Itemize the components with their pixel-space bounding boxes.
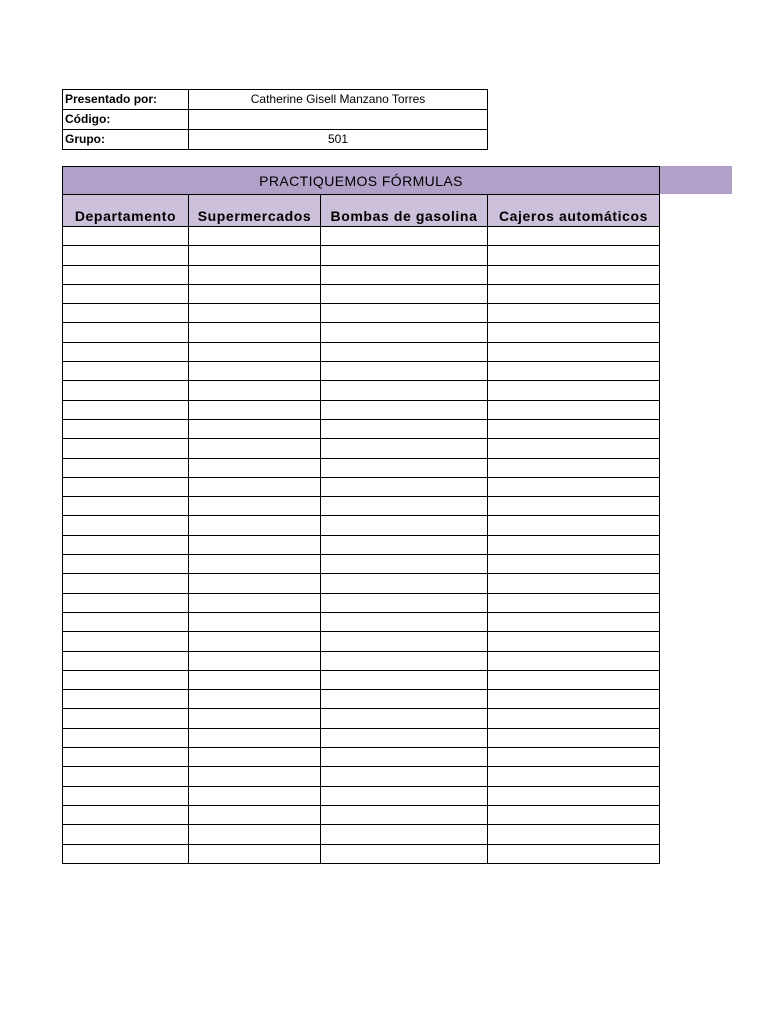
table-row xyxy=(63,265,660,284)
table-cell[interactable] xyxy=(488,458,660,477)
column-header-cajeros: Cajeros automáticos xyxy=(488,195,660,227)
table-cell[interactable] xyxy=(488,844,660,863)
table-row xyxy=(63,477,660,496)
table-cell[interactable] xyxy=(63,844,189,863)
table-cell[interactable] xyxy=(189,227,321,246)
table-cell[interactable] xyxy=(189,825,321,844)
table-cell[interactable] xyxy=(488,555,660,574)
table-cell[interactable] xyxy=(63,477,189,496)
table-cell[interactable] xyxy=(63,227,189,246)
table-cell[interactable] xyxy=(63,304,189,323)
table-cell[interactable] xyxy=(63,825,189,844)
table-cell[interactable] xyxy=(189,516,321,535)
table-cell[interactable] xyxy=(189,728,321,747)
table-cell[interactable] xyxy=(63,690,189,709)
table-row xyxy=(63,284,660,303)
table-cell[interactable] xyxy=(189,497,321,516)
table-cell[interactable] xyxy=(63,342,189,361)
table-cell[interactable] xyxy=(488,574,660,593)
table-body xyxy=(63,227,660,864)
table-cell[interactable] xyxy=(488,284,660,303)
table-cell[interactable] xyxy=(488,323,660,342)
table-row xyxy=(63,362,660,381)
group-label: Grupo: xyxy=(63,130,189,150)
table-cell[interactable] xyxy=(321,612,488,631)
table-cell[interactable] xyxy=(321,516,488,535)
table-row xyxy=(63,709,660,728)
table-cell[interactable] xyxy=(488,670,660,689)
table-cell[interactable] xyxy=(189,574,321,593)
table-cell[interactable] xyxy=(189,709,321,728)
table-row xyxy=(63,497,660,516)
table-cell[interactable] xyxy=(488,304,660,323)
table-cell[interactable] xyxy=(321,555,488,574)
table-cell[interactable] xyxy=(488,632,660,651)
table-cell[interactable] xyxy=(321,323,488,342)
table-cell[interactable] xyxy=(189,767,321,786)
table-cell[interactable] xyxy=(488,246,660,265)
table-cell[interactable] xyxy=(488,400,660,419)
table-row xyxy=(63,419,660,438)
table-cell[interactable] xyxy=(321,265,488,284)
table-row xyxy=(63,458,660,477)
table-row xyxy=(63,342,660,361)
table-cell[interactable] xyxy=(488,497,660,516)
table-cell[interactable] xyxy=(488,651,660,670)
table-cell[interactable] xyxy=(321,439,488,458)
table-cell[interactable] xyxy=(488,786,660,805)
table-cell[interactable] xyxy=(189,805,321,824)
table-cell[interactable] xyxy=(63,323,189,342)
table-cell[interactable] xyxy=(189,477,321,496)
table-row xyxy=(63,246,660,265)
table-row xyxy=(63,323,660,342)
table-cell[interactable] xyxy=(63,362,189,381)
table-cell[interactable] xyxy=(321,535,488,554)
table-cell[interactable] xyxy=(321,651,488,670)
table-row xyxy=(63,535,660,554)
table-cell[interactable] xyxy=(488,748,660,767)
table-cell[interactable] xyxy=(189,593,321,612)
table-row xyxy=(63,670,660,689)
info-row-presenter xyxy=(63,90,488,110)
table-cell[interactable] xyxy=(189,265,321,284)
table-cell[interactable] xyxy=(63,535,189,554)
table-row xyxy=(63,574,660,593)
column-header-supermercados: Supermercados xyxy=(189,195,321,227)
table-cell[interactable] xyxy=(321,690,488,709)
table-cell[interactable] xyxy=(488,709,660,728)
table-row xyxy=(63,400,660,419)
table-cell[interactable] xyxy=(321,728,488,747)
table-cell[interactable] xyxy=(488,805,660,824)
table-row xyxy=(63,632,660,651)
table-cell[interactable] xyxy=(63,439,189,458)
table-cell[interactable] xyxy=(488,419,660,438)
table-cell[interactable] xyxy=(63,458,189,477)
table-cell[interactable] xyxy=(189,400,321,419)
info-row-group xyxy=(63,130,488,150)
table-row xyxy=(63,786,660,805)
table-row xyxy=(63,439,660,458)
table-title: PRACTIQUEMOS FÓRMULAS xyxy=(63,167,660,195)
table-cell[interactable] xyxy=(189,304,321,323)
table-cell[interactable] xyxy=(321,805,488,824)
info-table xyxy=(62,89,488,150)
table-cell[interactable] xyxy=(488,362,660,381)
table-cell[interactable] xyxy=(488,265,660,284)
table-cell[interactable] xyxy=(488,593,660,612)
presenter-value[interactable]: Catherine Gisell Manzano Torres xyxy=(189,90,488,110)
table-cell[interactable] xyxy=(189,458,321,477)
table-cell[interactable] xyxy=(63,748,189,767)
table-cell[interactable] xyxy=(63,246,189,265)
table-cell[interactable] xyxy=(63,612,189,631)
table-cell[interactable] xyxy=(321,419,488,438)
table-cell[interactable] xyxy=(321,227,488,246)
table-cell[interactable] xyxy=(189,246,321,265)
table-row xyxy=(63,728,660,747)
table-cell[interactable] xyxy=(321,381,488,400)
table-row xyxy=(63,825,660,844)
table-cell[interactable] xyxy=(63,805,189,824)
table-cell[interactable] xyxy=(189,323,321,342)
table-row xyxy=(63,593,660,612)
column-header-bombas: Bombas de gasolina xyxy=(321,195,488,227)
table-cell[interactable] xyxy=(488,477,660,496)
table-cell[interactable] xyxy=(321,284,488,303)
table-cell[interactable] xyxy=(488,227,660,246)
table-row xyxy=(63,381,660,400)
table-cell[interactable] xyxy=(321,709,488,728)
table-cell[interactable] xyxy=(189,439,321,458)
table-cell[interactable] xyxy=(321,786,488,805)
table-cell[interactable] xyxy=(63,670,189,689)
table-cell[interactable] xyxy=(321,400,488,419)
code-label: Código: xyxy=(63,110,189,130)
table-cell[interactable] xyxy=(321,304,488,323)
table-cell[interactable] xyxy=(321,844,488,863)
table-cell[interactable] xyxy=(63,593,189,612)
table-cell[interactable] xyxy=(321,362,488,381)
table-cell[interactable] xyxy=(63,284,189,303)
table-cell[interactable] xyxy=(321,477,488,496)
table-cell[interactable] xyxy=(321,632,488,651)
table-cell[interactable] xyxy=(321,593,488,612)
table-cell[interactable] xyxy=(63,709,189,728)
table-cell[interactable] xyxy=(63,786,189,805)
table-cell[interactable] xyxy=(189,419,321,438)
table-cell[interactable] xyxy=(189,632,321,651)
table-cell[interactable] xyxy=(189,362,321,381)
table-cell[interactable] xyxy=(321,574,488,593)
table-cell[interactable] xyxy=(189,748,321,767)
table-cell[interactable] xyxy=(189,690,321,709)
table-row xyxy=(63,805,660,824)
table-cell[interactable] xyxy=(488,690,660,709)
table-cell[interactable] xyxy=(63,574,189,593)
table-row xyxy=(63,304,660,323)
table-cell[interactable] xyxy=(488,439,660,458)
table-cell[interactable] xyxy=(321,670,488,689)
table-cell[interactable] xyxy=(488,535,660,554)
table-cell[interactable] xyxy=(321,497,488,516)
table-cell[interactable] xyxy=(488,342,660,361)
table-cell[interactable] xyxy=(63,265,189,284)
table-cell[interactable] xyxy=(488,825,660,844)
table-cell[interactable] xyxy=(63,400,189,419)
table-cell[interactable] xyxy=(488,381,660,400)
table-cell[interactable] xyxy=(321,246,488,265)
table-cell[interactable] xyxy=(63,632,189,651)
table-cell[interactable] xyxy=(63,767,189,786)
table-cell[interactable] xyxy=(488,728,660,747)
table-cell[interactable] xyxy=(189,670,321,689)
table-cell[interactable] xyxy=(63,497,189,516)
table-row xyxy=(63,844,660,863)
table-cell[interactable] xyxy=(189,342,321,361)
table-cell[interactable] xyxy=(321,767,488,786)
table-cell[interactable] xyxy=(321,748,488,767)
table-cell[interactable] xyxy=(189,844,321,863)
info-row-code xyxy=(63,110,488,130)
table-cell[interactable] xyxy=(189,284,321,303)
table-cell[interactable] xyxy=(189,612,321,631)
table-cell[interactable] xyxy=(488,767,660,786)
table-cell[interactable] xyxy=(63,419,189,438)
table-cell[interactable] xyxy=(189,555,321,574)
formulas-table xyxy=(62,166,660,864)
table-cell[interactable] xyxy=(488,516,660,535)
table-cell[interactable] xyxy=(321,342,488,361)
table-row xyxy=(63,612,660,631)
table-cell[interactable] xyxy=(189,535,321,554)
column-header-departamento: Departamento xyxy=(63,195,189,227)
table-cell[interactable] xyxy=(63,728,189,747)
code-value[interactable] xyxy=(189,110,488,130)
table-cell[interactable] xyxy=(321,458,488,477)
table-cell[interactable] xyxy=(321,825,488,844)
table-cell[interactable] xyxy=(488,612,660,631)
table-cell[interactable] xyxy=(189,786,321,805)
table-row xyxy=(63,651,660,670)
group-value[interactable]: 501 xyxy=(189,130,488,150)
table-row xyxy=(63,748,660,767)
table-cell[interactable] xyxy=(63,651,189,670)
presenter-label: Presentado por: xyxy=(63,90,189,110)
table-row xyxy=(63,227,660,246)
table-row xyxy=(63,555,660,574)
table-cell[interactable] xyxy=(63,516,189,535)
table-cell[interactable] xyxy=(63,555,189,574)
table-cell[interactable] xyxy=(189,381,321,400)
table-cell[interactable] xyxy=(189,651,321,670)
title-band-extension xyxy=(657,166,732,194)
table-row xyxy=(63,516,660,535)
table-row xyxy=(63,690,660,709)
table-cell[interactable] xyxy=(63,381,189,400)
table-row xyxy=(63,767,660,786)
